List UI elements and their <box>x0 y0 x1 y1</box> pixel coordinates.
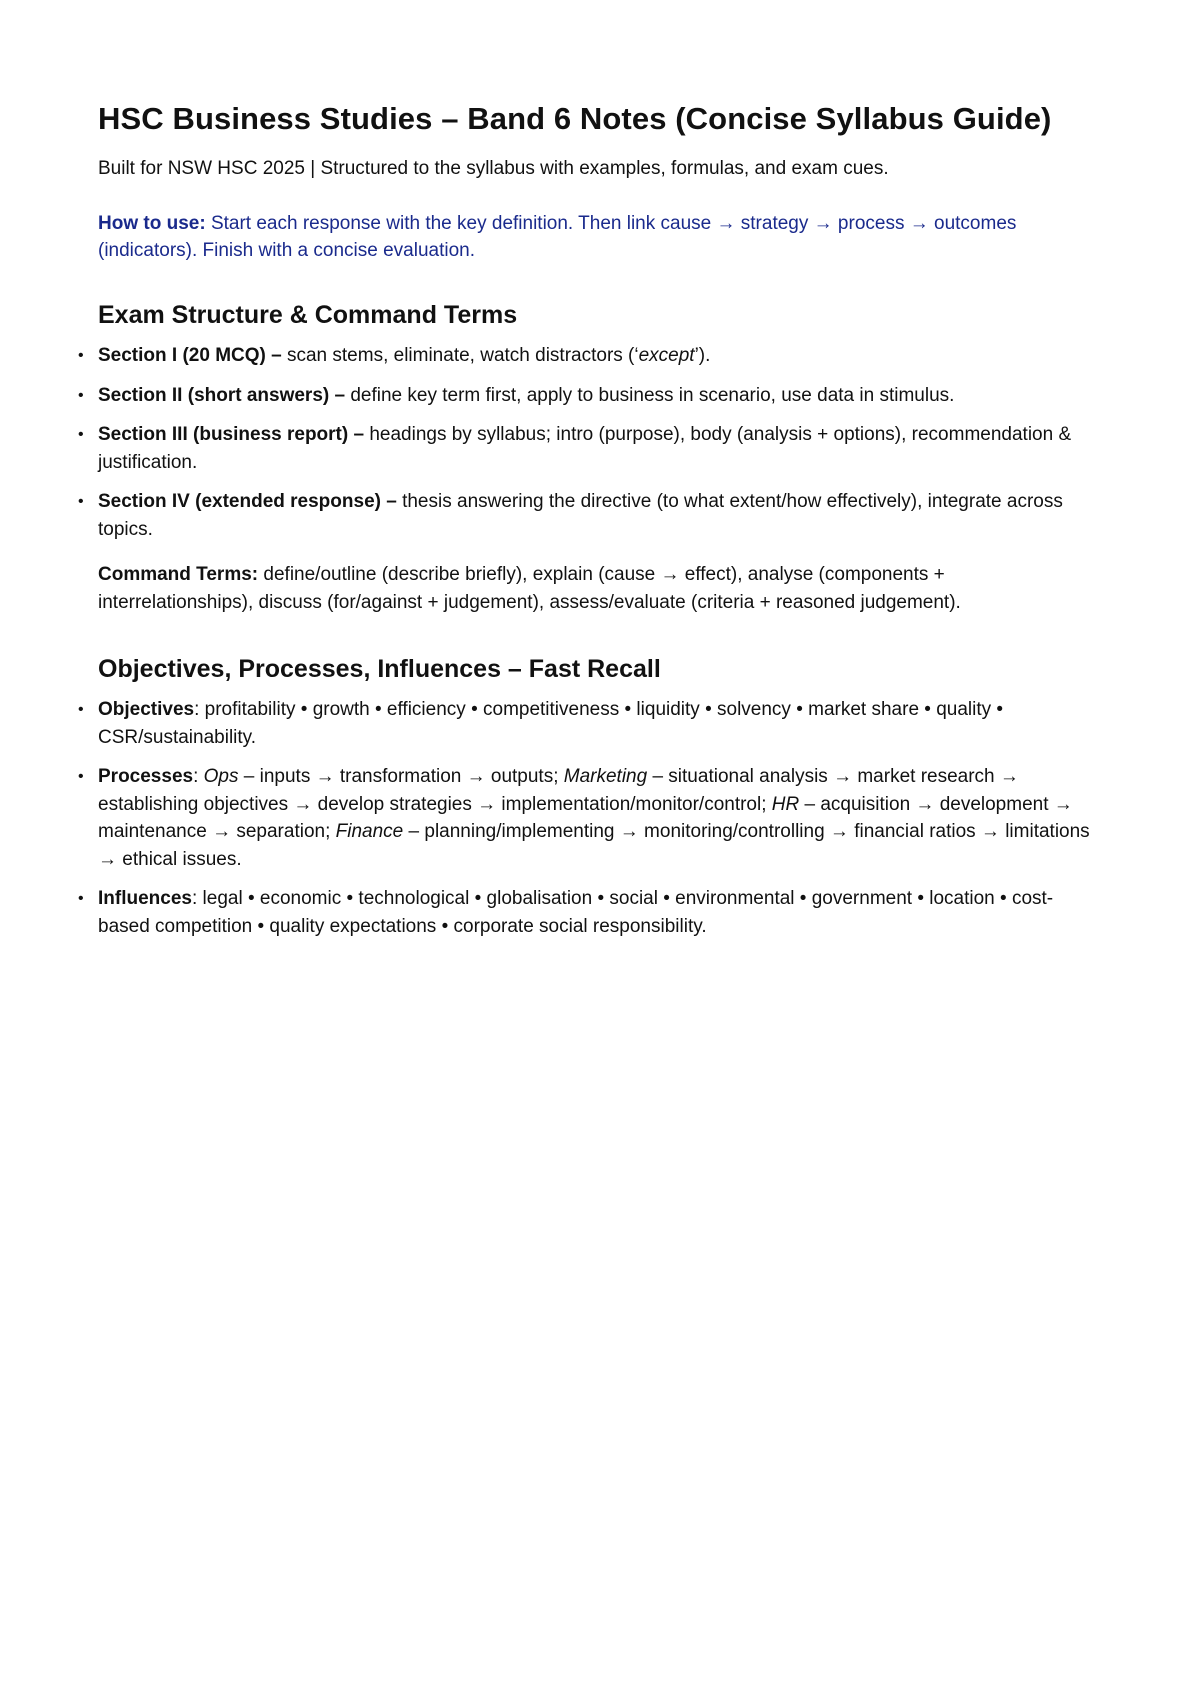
section-2-label: Section II (short answers) – <box>98 384 346 406</box>
section-1-label: Section I (20 MCQ) – <box>98 345 282 366</box>
list-item-section-3 <box>98 421 1102 476</box>
how-to-use-text: Start each response with the key definition. Then link cause → strategy → process → outcomes (indicators). Finish with a concise evaluation. <box>98 213 1017 261</box>
finance-label: Finance <box>335 821 404 842</box>
objectives-label: Objectives <box>98 699 195 720</box>
list-item-objectives <box>98 696 1102 751</box>
command-terms <box>98 561 1102 616</box>
section-1-text: scan stems, eliminate, watch distractors (‘ <box>281 345 639 366</box>
processes-sep: : <box>193 766 204 787</box>
list-item-processes <box>98 763 1102 873</box>
command-terms-text: define/outline (describe briefly), explain (cause → effect), analyse (components + interrelationships), discuss (for/against + judgement), assess/evaluate (criteria + reasoned judgement). <box>98 564 961 613</box>
exam-structure-heading: Exam Structure & Command Terms <box>98 301 518 329</box>
marketing-text: – situational analysis → market research → establishing objectives → develop strategies → implementation/monitor/control; <box>98 766 1019 815</box>
marketing-label: Marketing <box>563 766 648 787</box>
processes-label: Processes <box>98 766 194 787</box>
page-title: HSC Business Studies – Band 6 Notes (Concise Syllabus Guide) <box>98 101 1052 136</box>
ops-text: – inputs → transformation → outputs; <box>238 766 564 787</box>
hr-label: HR <box>771 793 800 815</box>
fast-recall-heading: Objectives, Processes, Influences – Fast Recall <box>98 655 661 683</box>
hr-text: – acquisition → development → maintenance → separation; <box>98 793 1073 842</box>
exam-structure-list <box>98 342 1102 543</box>
objectives-text: : profitability • growth • efficiency • competitiveness • liquidity • solvency • market share • quality • CSR/sustainability. <box>98 699 1004 748</box>
section-2-text: define key term first, apply to business in scenario, use data in stimulus. <box>345 384 955 406</box>
list-item-influences <box>98 885 1102 940</box>
subtitle: Built for NSW HSC 2025 | Structured to the syllabus with examples, formulas, and exam cues. <box>98 158 889 179</box>
influences-label: Influences <box>98 888 192 909</box>
command-terms-label: Command Terms: <box>98 564 259 585</box>
list-item-section-2 <box>98 382 1102 410</box>
section-4-text: thesis answering the directive (to what extent/how effectively), integrate across topics. <box>98 491 1063 540</box>
how-to-use-note <box>98 210 1102 264</box>
section-3-label: Section III (business report) – <box>98 424 365 445</box>
how-to-use-label: How to use: <box>98 213 206 234</box>
list-item-section-4 <box>98 488 1102 543</box>
list-item-section-1 <box>98 342 1102 370</box>
section-1-tail: ’). <box>694 345 711 366</box>
influences-text: : legal • economic • technological • globalisation • social • environmental • government • location • cost-based competition • quality expectations • corporate social responsibility. <box>98 888 1054 937</box>
section-4-label: Section IV (extended response) – <box>98 491 397 512</box>
fast-recall-list <box>98 696 1102 940</box>
section-3-text: headings by syllabus; intro (purpose), body (analysis + options), recommendation & justification. <box>98 424 1072 473</box>
finance-text: – planning/implementing → monitoring/controlling → financial ratios → limitations → ethical issues. <box>98 821 1090 870</box>
ops-label: Ops <box>203 766 239 787</box>
section-1-emphasis: except <box>638 345 695 366</box>
